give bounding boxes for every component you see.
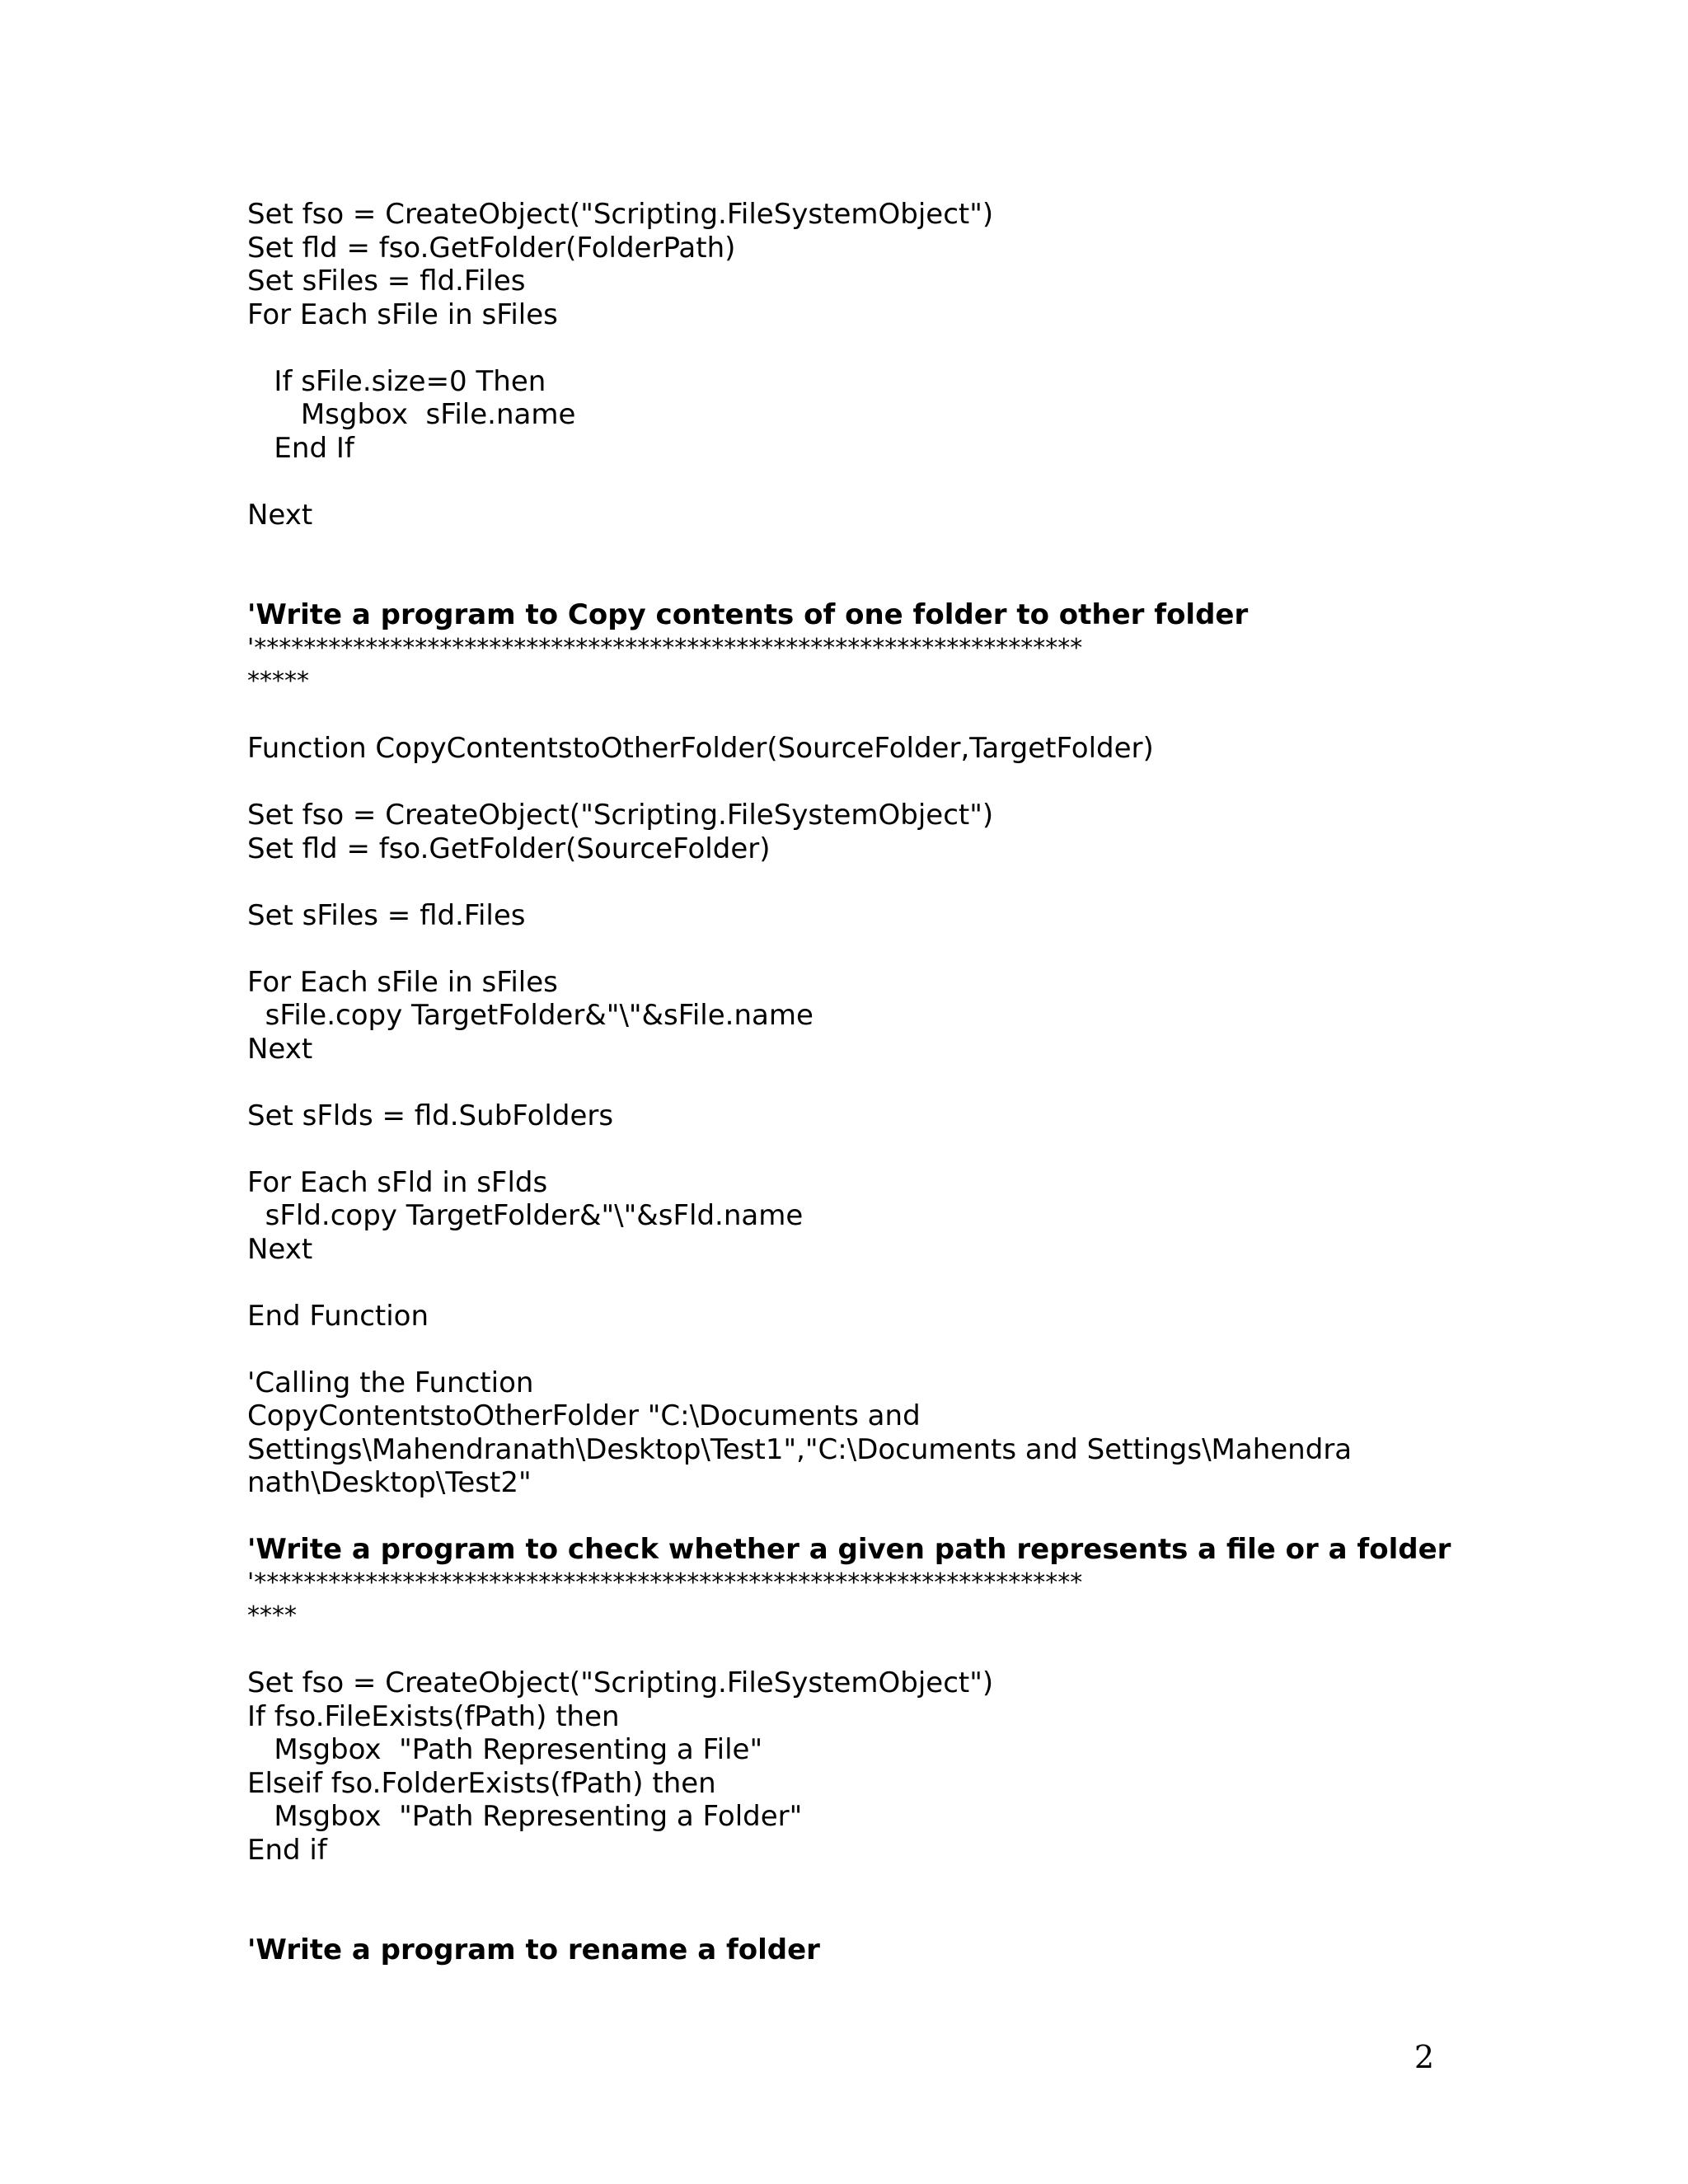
blank-line [247,532,1442,565]
code-line: Set sFlds = fld.SubFolders [247,1099,614,1132]
code-line: nath\Desktop\Test2" [247,1466,532,1499]
code-line: Set fso = CreateObject("Scripting.FileSystemObject") [247,799,994,832]
blank-line [247,565,1442,599]
code-line: sFile.copy TargetFolder&"\"&sFile.name [247,999,814,1032]
blank-line [247,1333,1442,1366]
blank-line [247,1633,1442,1667]
code-line: Next [247,1032,313,1066]
blank-line [247,699,1442,733]
code-line: If sFile.size=0 Then [247,364,546,398]
section-heading: 'Write a program to rename a folder [247,1933,820,1966]
code-line: End if [247,1833,327,1867]
code-line: End Function [247,1299,429,1333]
code-line: Msgbox "Path Representing a File" [247,1733,763,1766]
code-line: Settings\Mahendranath\Desktop\Test1","C:\Documents and Settings\Mahendra [247,1432,1353,1466]
comment-separator: '******************************************************************* [247,1568,1083,1597]
code-line: For Each sFld in sFlds [247,1165,548,1199]
page-body [247,198,1451,1967]
comment-separator: ***** [247,667,309,696]
blank-line [247,1066,1442,1099]
section-heading: 'Write a program to check whether a given path represents a file or a folder [247,1533,1451,1566]
code-line: CopyContentstoOtherFolder "C:\Documents and [247,1399,921,1432]
code-line: Msgbox sFile.name [247,398,576,431]
page-number: 2 [1414,2039,1434,2075]
code-line: Elseif fso.FolderExists(fPath) then [247,1766,716,1800]
blank-line [247,1867,1442,1900]
code-line: Set fso = CreateObject("Scripting.FileSystemObject") [247,198,994,231]
blank-line [247,331,1442,365]
code-line: Set sFiles = fld.Files [247,265,526,298]
code-line: Set fld = fso.GetFolder(FolderPath) [247,231,736,265]
blank-line [247,1266,1442,1300]
code-line: Set fso = CreateObject("Scripting.FileSystemObject") [247,1666,994,1699]
blank-line [247,865,1442,899]
code-line: If fso.FileExists(fPath) then [247,1699,620,1733]
blank-line [247,1900,1442,1934]
blank-line [247,465,1442,499]
code-line: Function CopyContentstoOtherFolder(SourceFolder,TargetFolder) [247,732,1154,765]
code-line: Next [247,498,313,532]
blank-line [247,1500,1442,1534]
blank-line [247,932,1442,966]
comment-separator: '******************************************************************* [247,633,1083,663]
code-line: For Each sFile in sFiles [247,965,558,999]
blank-line [247,1132,1442,1166]
code-line: Next [247,1232,313,1266]
code-line: Set fld = fso.GetFolder(SourceFolder) [247,832,771,865]
code-line: Msgbox "Path Representing a Folder" [247,1800,803,1833]
code-line: End If [247,431,354,465]
code-line: sFld.copy TargetFolder&"\"&sFld.name [247,1199,804,1232]
code-line: 'Calling the Function [247,1366,534,1399]
comment-separator: **** [247,1601,297,1630]
section-heading: 'Write a program to Copy contents of one folder to other folder [247,598,1249,631]
code-line: For Each sFile in sFiles [247,298,558,331]
blank-line [247,766,1442,799]
code-line: Set sFiles = fld.Files [247,898,526,932]
